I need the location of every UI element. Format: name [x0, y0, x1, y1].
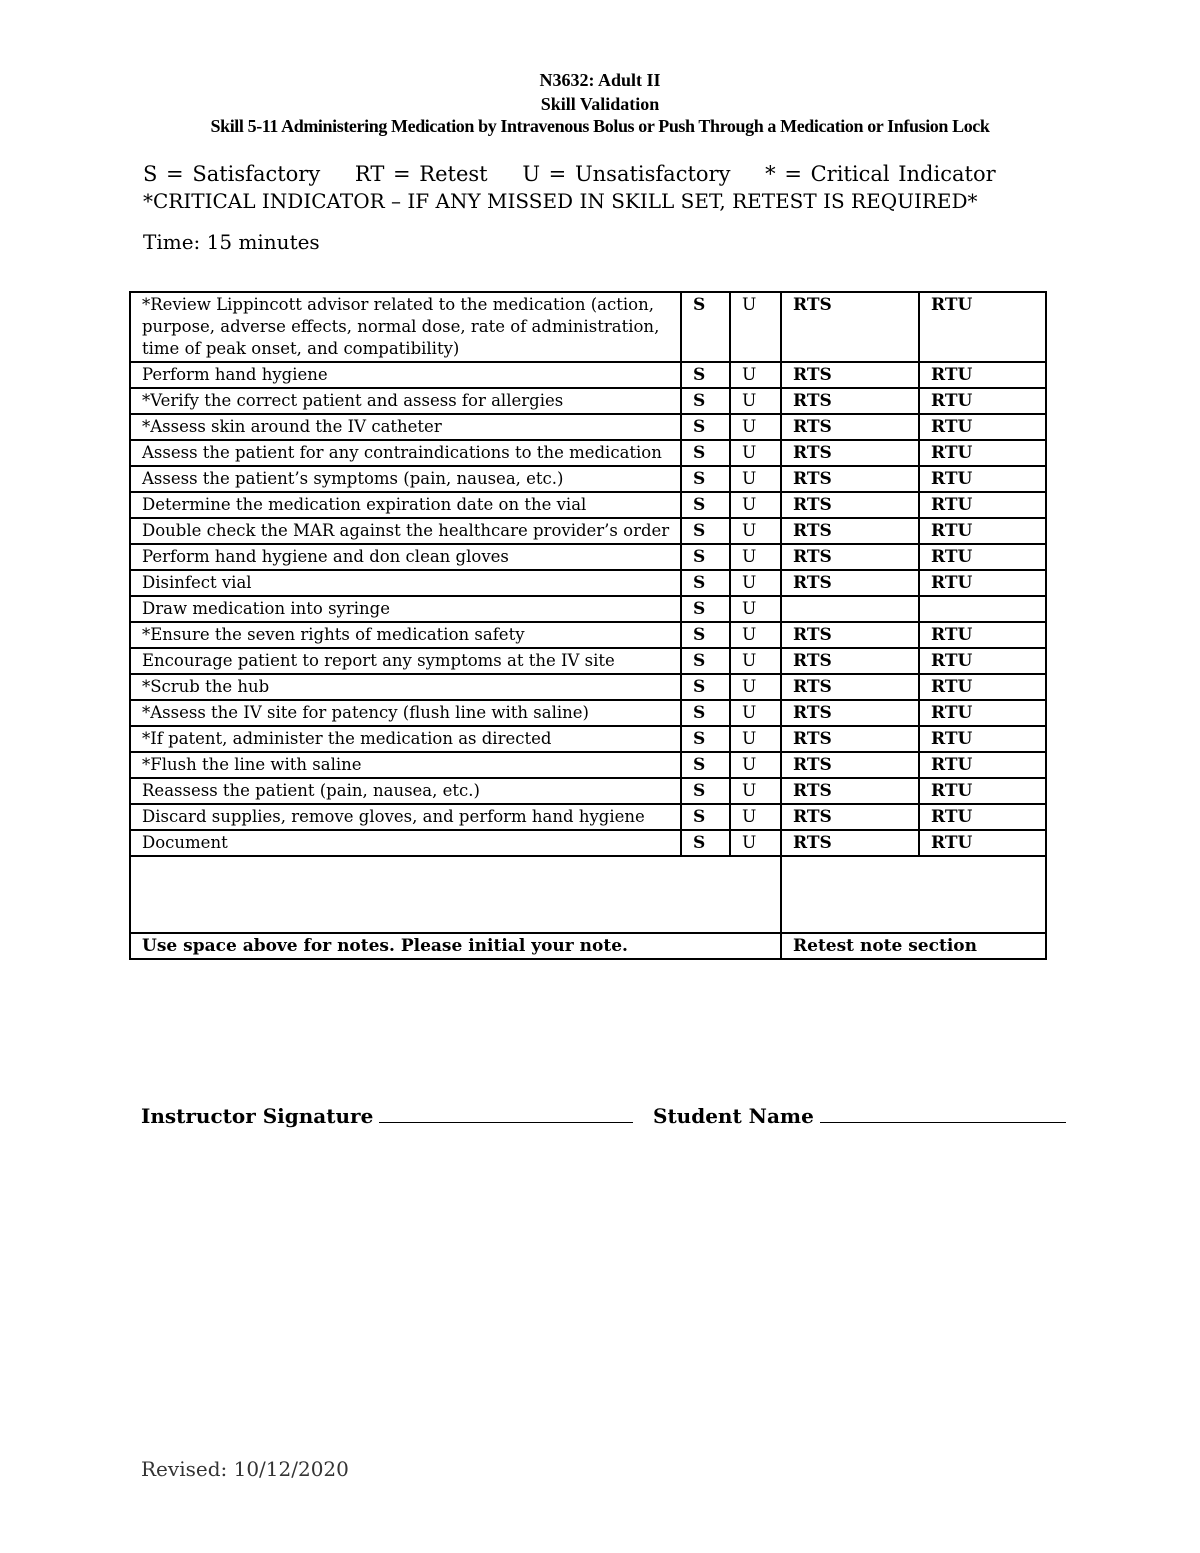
retest-unsatisfactory-cell[interactable]: RTU	[919, 830, 1046, 856]
satisfactory-cell[interactable]: S	[681, 570, 730, 596]
retest-satisfactory-cell[interactable]: RTS	[781, 778, 919, 804]
unsatisfactory-cell[interactable]: U	[730, 804, 781, 830]
student-name	[653, 1102, 1066, 1128]
retest-unsatisfactory-cell[interactable]: RTU	[919, 414, 1046, 440]
table-row	[130, 596, 1046, 622]
table-row	[130, 518, 1046, 544]
table-row	[130, 778, 1046, 804]
course-title: N3632: Adult II	[539, 70, 661, 90]
table-row	[130, 570, 1046, 596]
unsatisfactory-cell[interactable]: U	[730, 362, 781, 388]
unsatisfactory-cell[interactable]: U	[730, 492, 781, 518]
skills-table-body	[130, 292, 1046, 856]
retest-satisfactory-cell[interactable]: RTS	[781, 570, 919, 596]
unsatisfactory-cell[interactable]: U	[730, 778, 781, 804]
retest-satisfactory-cell[interactable]: RTS	[781, 388, 919, 414]
table-row	[130, 726, 1046, 752]
unsatisfactory-cell[interactable]: U	[730, 414, 781, 440]
retest-satisfactory-cell[interactable]	[781, 596, 919, 622]
task-cell: *Scrub the hub	[130, 674, 681, 700]
retest-satisfactory-cell[interactable]: RTS	[781, 726, 919, 752]
notes-instructions: Use space above for notes. Please initial your note.	[130, 933, 781, 959]
legend-unsatisfactory: U = Unsatisfactory	[522, 162, 731, 186]
revised-date: Revised: 10/12/2020	[141, 1457, 349, 1481]
time-limit: Time: 15 minutes	[143, 230, 320, 254]
notes-row	[130, 856, 1046, 933]
retest-satisfactory-cell[interactable]: RTS	[781, 648, 919, 674]
retest-unsatisfactory-cell[interactable]: RTU	[919, 544, 1046, 570]
satisfactory-cell[interactable]: S	[681, 622, 730, 648]
unsatisfactory-cell[interactable]: U	[730, 388, 781, 414]
unsatisfactory-cell[interactable]: U	[730, 830, 781, 856]
satisfactory-cell[interactable]: S	[681, 466, 730, 492]
task-cell: *Ensure the seven rights of medication safety	[130, 622, 681, 648]
task-cell: Double check the MAR against the healthcare provider’s order	[130, 518, 681, 544]
table-row	[130, 362, 1046, 388]
unsatisfactory-cell[interactable]: U	[730, 466, 781, 492]
satisfactory-cell[interactable]: S	[681, 804, 730, 830]
table-row	[130, 414, 1046, 440]
satisfactory-cell[interactable]: S	[681, 596, 730, 622]
retest-satisfactory-cell[interactable]: RTS	[781, 804, 919, 830]
table-row	[130, 648, 1046, 674]
retest-satisfactory-cell[interactable]: RTS	[781, 544, 919, 570]
satisfactory-cell[interactable]: S	[681, 440, 730, 466]
legend-row	[143, 162, 1022, 186]
retest-unsatisfactory-cell[interactable]: RTU	[919, 466, 1046, 492]
retest-satisfactory-cell[interactable]: RTS	[781, 492, 919, 518]
table-row	[130, 752, 1046, 778]
student-name-line[interactable]	[820, 1102, 1066, 1123]
retest-unsatisfactory-cell[interactable]: RTU	[919, 492, 1046, 518]
satisfactory-cell[interactable]: S	[681, 726, 730, 752]
retest-notes-area[interactable]	[781, 856, 1046, 933]
retest-unsatisfactory-cell[interactable]: RTU	[919, 622, 1046, 648]
table-row	[130, 492, 1046, 518]
retest-satisfactory-cell[interactable]: RTS	[781, 700, 919, 726]
task-cell: *Flush the line with saline	[130, 752, 681, 778]
satisfactory-cell[interactable]: S	[681, 544, 730, 570]
task-cell: Disinfect vial	[130, 570, 681, 596]
retest-unsatisfactory-cell[interactable]: RTU	[919, 518, 1046, 544]
retest-satisfactory-cell[interactable]: RTS	[781, 752, 919, 778]
satisfactory-cell[interactable]: S	[681, 778, 730, 804]
retest-satisfactory-cell[interactable]: RTS	[781, 414, 919, 440]
table-row	[130, 544, 1046, 570]
table-row	[130, 674, 1046, 700]
task-cell: Discard supplies, remove gloves, and perform hand hygiene	[130, 804, 681, 830]
unsatisfactory-cell[interactable]: U	[730, 544, 781, 570]
task-cell: *Review Lippincott advisor related to the medication (action, purpose, adverse effects, normal dose, rate of administration, time of peak onset, and compatibility)	[130, 292, 681, 362]
critical-warning: *CRITICAL INDICATOR – IF ANY MISSED IN SKILL SET, RETEST IS REQUIRED*	[143, 189, 978, 213]
task-cell: *If patent, administer the medication as directed	[130, 726, 681, 752]
retest-unsatisfactory-cell[interactable]: RTU	[919, 440, 1046, 466]
retest-satisfactory-cell[interactable]: RTS	[781, 830, 919, 856]
satisfactory-cell[interactable]: S	[681, 388, 730, 414]
retest-satisfactory-cell[interactable]: RTS	[781, 622, 919, 648]
table-row	[130, 292, 1046, 362]
unsatisfactory-cell[interactable]: U	[730, 570, 781, 596]
unsatisfactory-cell[interactable]: U	[730, 440, 781, 466]
retest-unsatisfactory-cell[interactable]: RTU	[919, 362, 1046, 388]
satisfactory-cell[interactable]: S	[681, 362, 730, 388]
table-row	[130, 830, 1046, 856]
student-name-label: Student Name	[653, 1104, 814, 1128]
task-cell: Reassess the patient (pain, nausea, etc.)	[130, 778, 681, 804]
retest-unsatisfactory-cell[interactable]	[919, 596, 1046, 622]
retest-satisfactory-cell[interactable]: RTS	[781, 674, 919, 700]
table-row	[130, 804, 1046, 830]
task-cell: *Assess skin around the IV catheter	[130, 414, 681, 440]
satisfactory-cell[interactable]: S	[681, 414, 730, 440]
satisfactory-cell[interactable]: S	[681, 648, 730, 674]
retest-satisfactory-cell[interactable]: RTS	[781, 292, 919, 362]
unsatisfactory-cell[interactable]: U	[730, 752, 781, 778]
unsatisfactory-cell[interactable]: U	[730, 622, 781, 648]
unsatisfactory-cell[interactable]: U	[730, 648, 781, 674]
retest-satisfactory-cell[interactable]: RTS	[781, 362, 919, 388]
satisfactory-cell[interactable]: S	[681, 830, 730, 856]
retest-unsatisfactory-cell[interactable]: RTU	[919, 292, 1046, 362]
retest-satisfactory-cell[interactable]: RTS	[781, 466, 919, 492]
subtitle: Skill Validation	[540, 94, 660, 114]
task-cell: Assess the patient for any contraindications to the medication	[130, 440, 681, 466]
task-cell: Perform hand hygiene	[130, 362, 681, 388]
skills-checklist-table	[129, 291, 1047, 960]
unsatisfactory-cell[interactable]: U	[730, 674, 781, 700]
notes-footer-row	[130, 933, 1046, 959]
table-row	[130, 700, 1046, 726]
task-cell: Assess the patient’s symptoms (pain, nausea, etc.)	[130, 466, 681, 492]
task-cell: *Verify the correct patient and assess for allergies	[130, 388, 681, 414]
retest-satisfactory-cell[interactable]: RTS	[781, 518, 919, 544]
retest-unsatisfactory-cell[interactable]: RTU	[919, 700, 1046, 726]
retest-unsatisfactory-cell[interactable]: RTU	[919, 726, 1046, 752]
instructor-signature	[141, 1102, 633, 1128]
satisfactory-cell[interactable]: S	[681, 674, 730, 700]
task-cell: *Assess the IV site for patency (flush line with saline)	[130, 700, 681, 726]
retest-unsatisfactory-cell[interactable]: RTU	[919, 804, 1046, 830]
instructor-signature-line[interactable]	[379, 1102, 633, 1123]
task-cell: Document	[130, 830, 681, 856]
satisfactory-cell[interactable]: S	[681, 292, 730, 362]
table-row	[130, 466, 1046, 492]
satisfactory-cell[interactable]: S	[681, 752, 730, 778]
unsatisfactory-cell[interactable]: U	[730, 596, 781, 622]
retest-unsatisfactory-cell[interactable]: RTU	[919, 388, 1046, 414]
task-cell: Perform hand hygiene and don clean gloves	[130, 544, 681, 570]
table-row	[130, 440, 1046, 466]
legend-satisfactory: S = Satisfactory	[143, 162, 321, 186]
task-cell: Determine the medication expiration date on the vial	[130, 492, 681, 518]
notes-area[interactable]	[130, 856, 781, 933]
task-cell: Draw medication into syringe	[130, 596, 681, 622]
retest-unsatisfactory-cell[interactable]: RTU	[919, 674, 1046, 700]
unsatisfactory-cell[interactable]: U	[730, 726, 781, 752]
instructor-signature-label: Instructor Signature	[141, 1104, 374, 1128]
table-row	[130, 388, 1046, 414]
unsatisfactory-cell[interactable]: U	[730, 292, 781, 362]
unsatisfactory-cell[interactable]: U	[730, 518, 781, 544]
table-row	[130, 622, 1046, 648]
retest-unsatisfactory-cell[interactable]: RTU	[919, 778, 1046, 804]
retest-unsatisfactory-cell[interactable]: RTU	[919, 752, 1046, 778]
task-cell: Encourage patient to report any symptoms at the IV site	[130, 648, 681, 674]
retest-satisfactory-cell[interactable]: RTS	[781, 440, 919, 466]
unsatisfactory-cell[interactable]: U	[730, 700, 781, 726]
satisfactory-cell[interactable]: S	[681, 518, 730, 544]
retest-note-label: Retest note section	[781, 933, 1046, 959]
satisfactory-cell[interactable]: S	[681, 492, 730, 518]
legend-retest: RT = Retest	[354, 162, 488, 186]
satisfactory-cell[interactable]: S	[681, 700, 730, 726]
skill-title: Skill 5-11 Administering Medication by Intravenous Bolus or Push Through a Medication or Infusion Lock	[210, 116, 990, 136]
legend-critical: * = Critical Indicator	[765, 162, 996, 186]
retest-unsatisfactory-cell[interactable]: RTU	[919, 648, 1046, 674]
retest-unsatisfactory-cell[interactable]: RTU	[919, 570, 1046, 596]
